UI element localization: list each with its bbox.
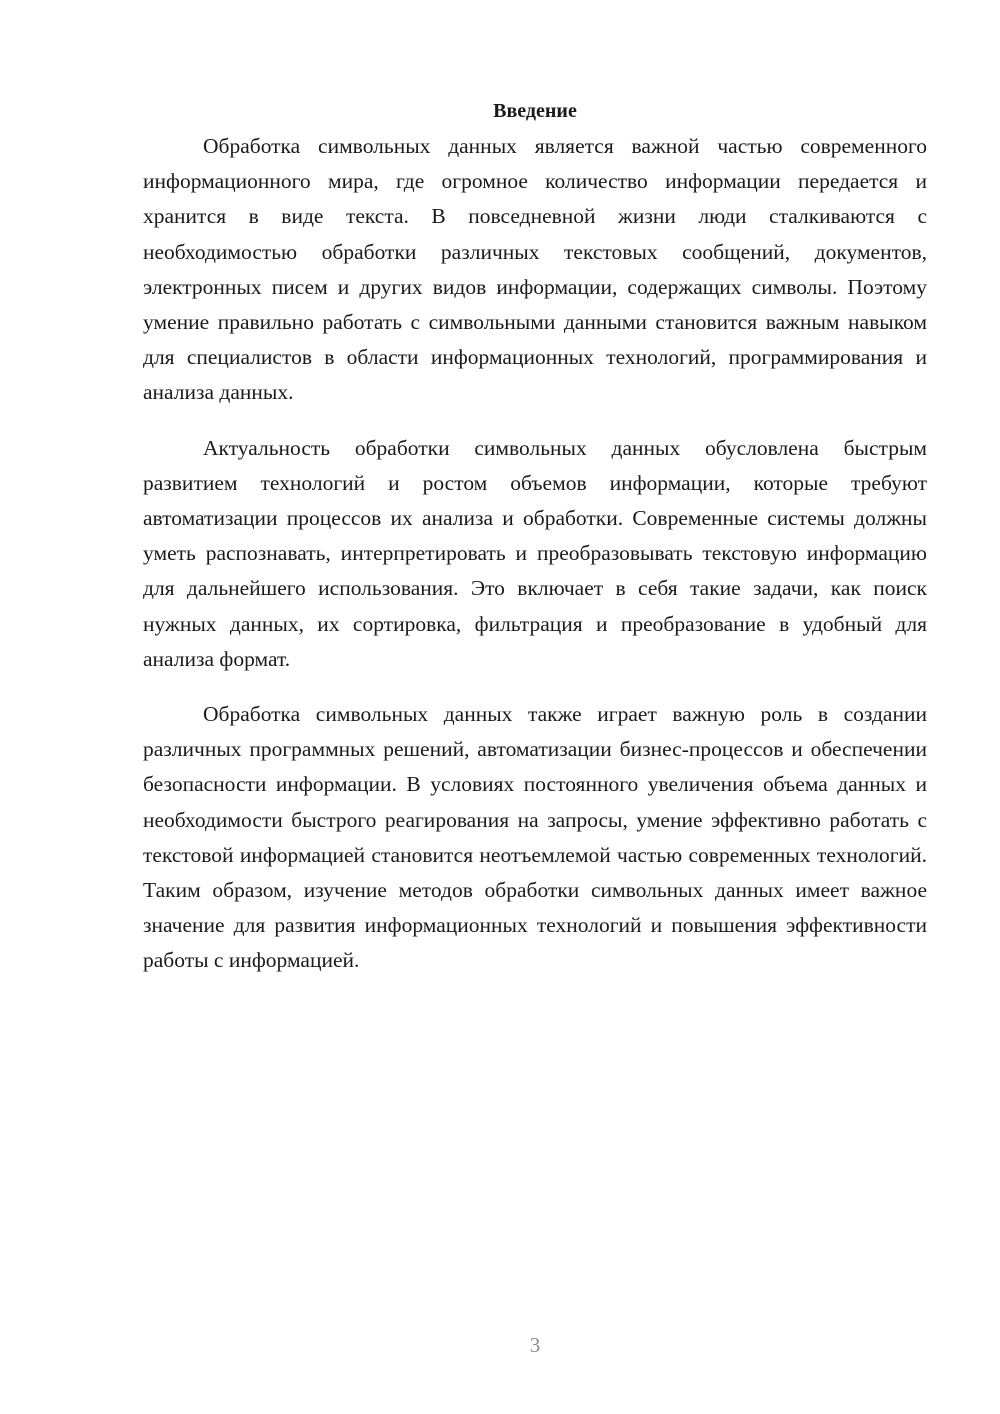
page-number: 3 bbox=[529, 1333, 541, 1357]
section-title: Введение bbox=[493, 100, 577, 122]
page-content bbox=[143, 96, 927, 979]
paragraph-3: Обработка символьных данных также играет важную роль в создании различных программных решений, автоматизации бизнес-процессов и обеспечении безопасности информации. В условиях постоянного увеличения объема данных и необходимости быстрого реагирования на запросы, умение эффективно работать с текстовой информацией становится неотъемлемой частью современных технологий. Таким образом, изучение методов обработки символьных данных имеет важное значение для развития информационных технологий и повышения эффективности работы с информацией. bbox=[143, 702, 927, 973]
paragraph-1: Обработка символьных данных является важной частью современного информационного мира, где огромное количество информации передается и хранится в виде текста. В повседневной жизни люди сталкиваются с необходимостью обработки различных текстовых сообщений, документов, электронных писем и других видов информации, содержащих символы. Поэтому умение правильно работать с символьными данными становится важным навыком для специалистов в области информационных технологий, программирования и анализа данных. bbox=[143, 134, 927, 405]
paragraph-2: Актуальность обработки символьных данных обусловлена быстрым развитием технологий и ростом объемов информации, которые требуют автоматизации процессов их анализа и обработки. Современные системы должны уметь распознавать, интерпретировать и преобразовывать текстовую информацию для дальнейшего использования. Это включает в себя такие задачи, как поиск нужных данных, их сортировка, фильтрация и преобразование в удобный для анализа формат. bbox=[143, 435, 927, 671]
